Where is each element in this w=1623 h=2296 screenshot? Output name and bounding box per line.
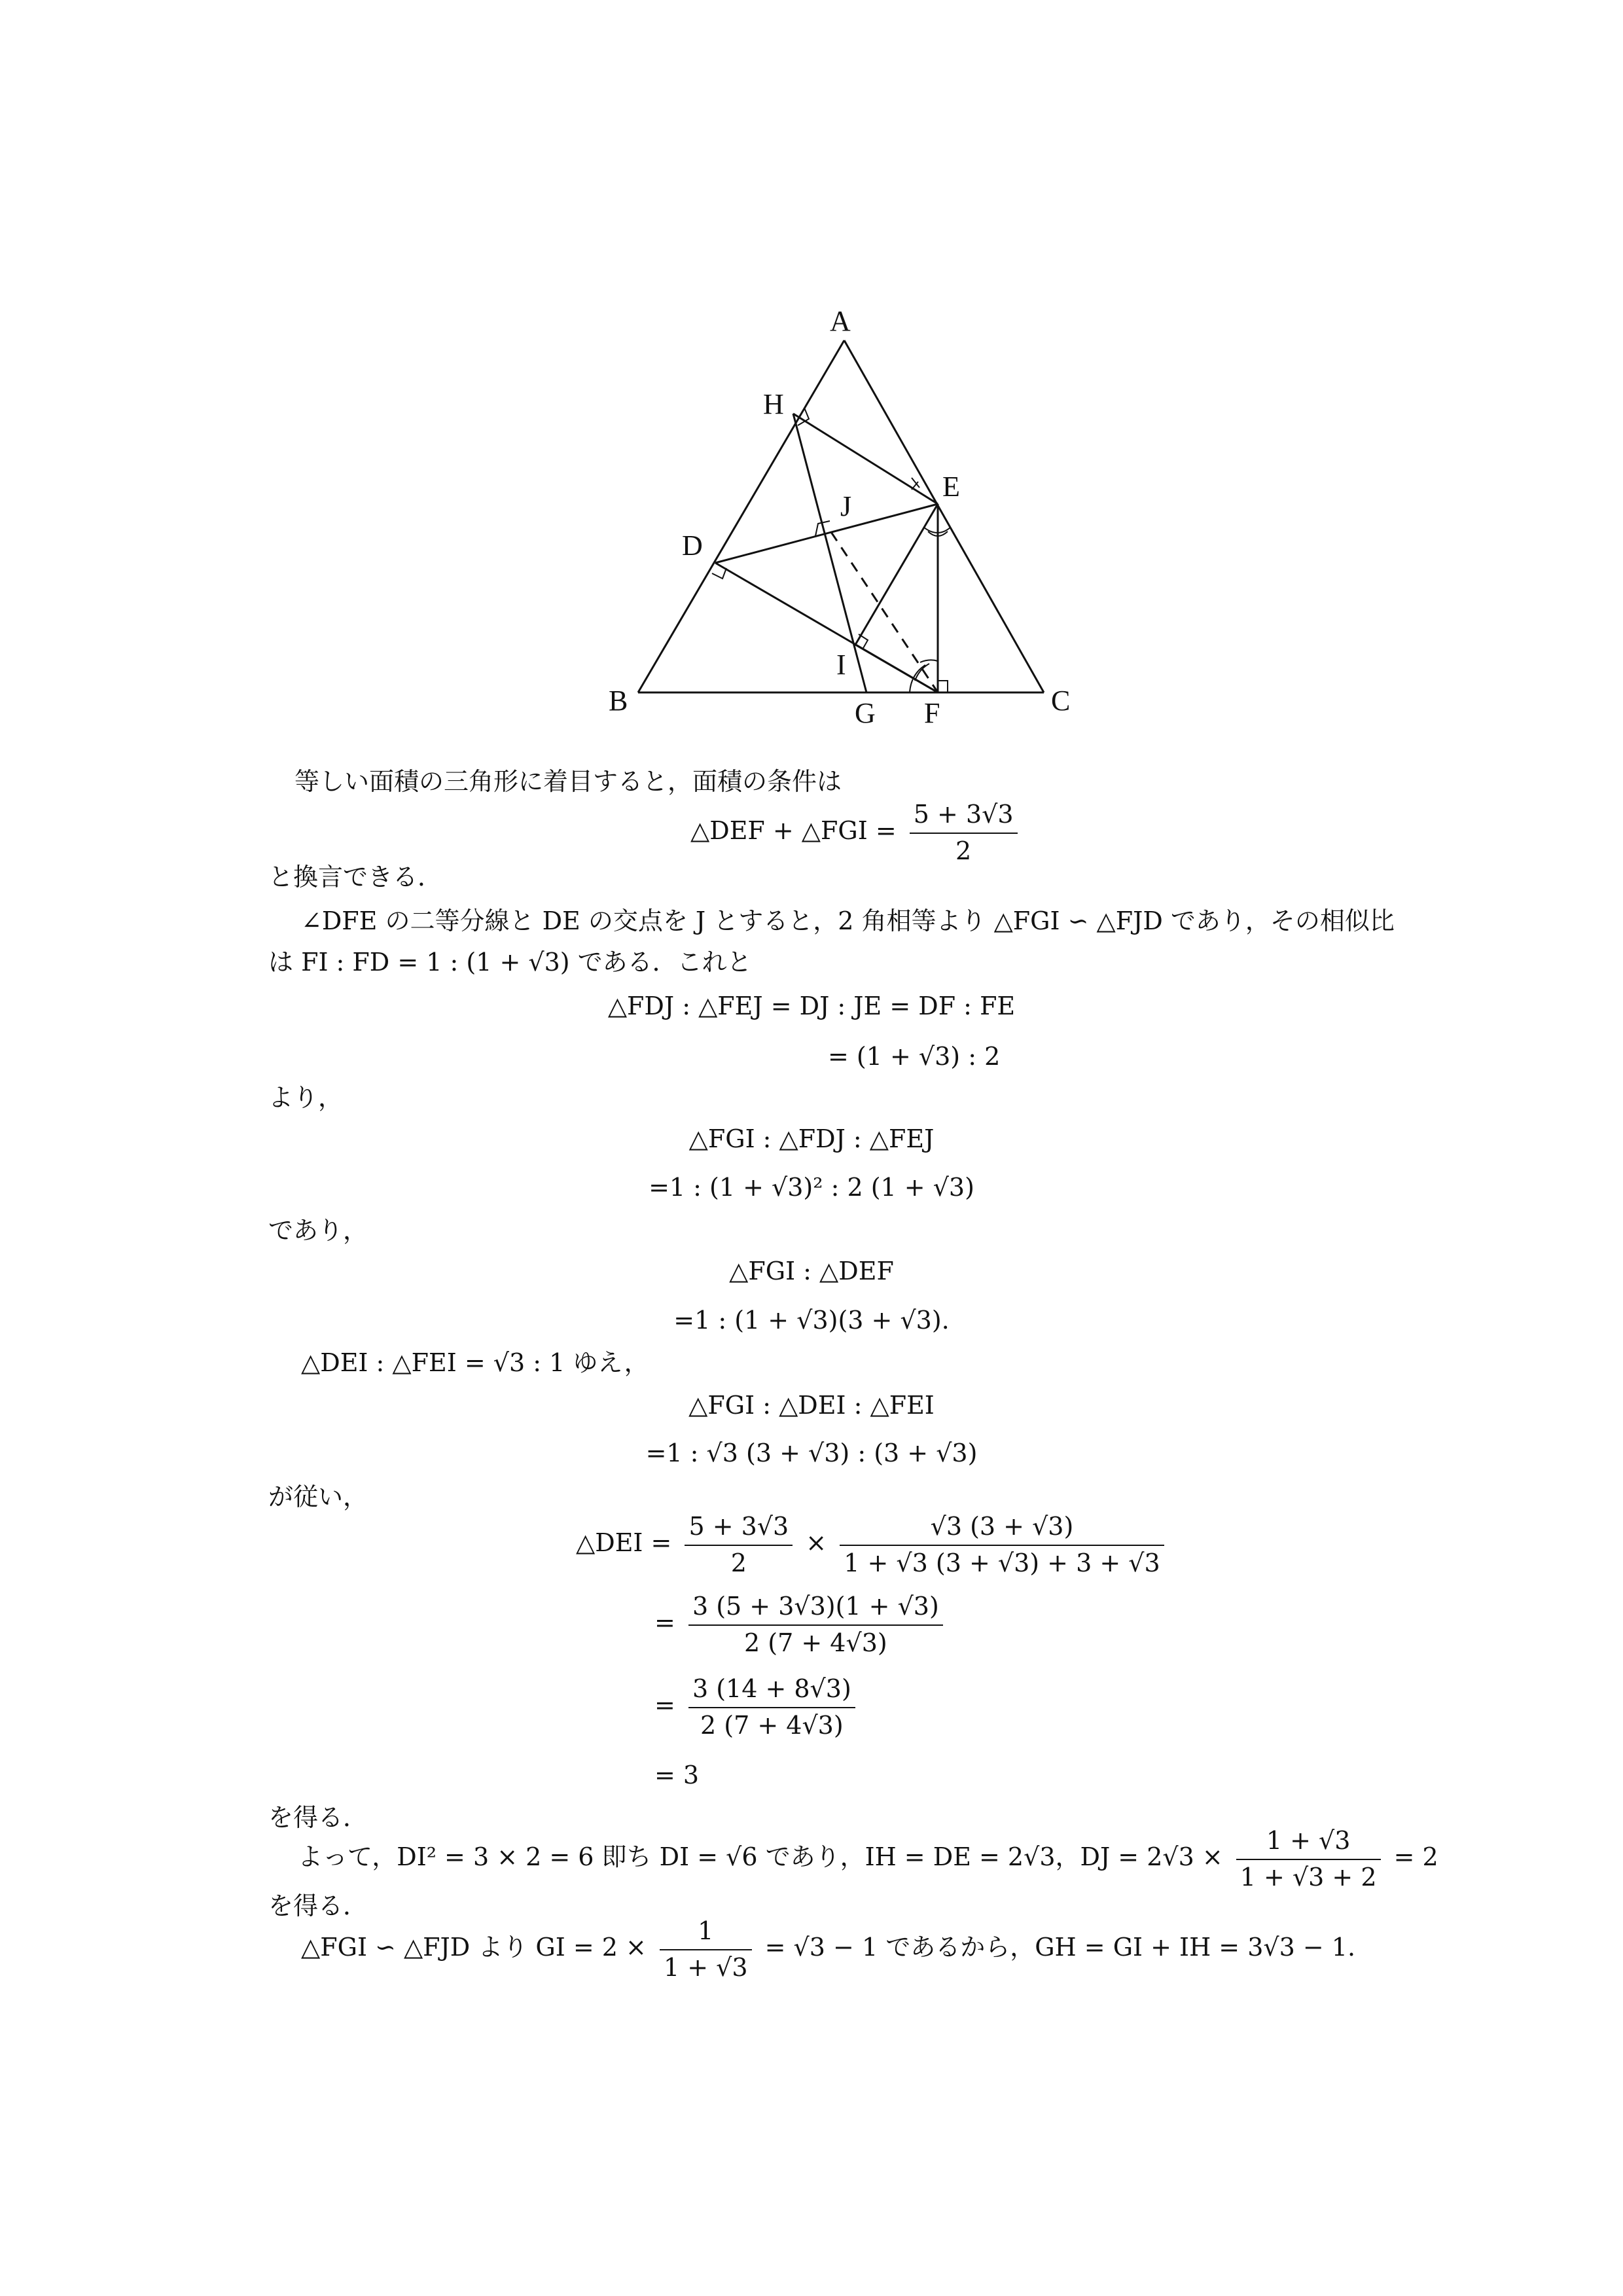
paragraph-9-denominator: 1 + √3 + 2 [1240, 1862, 1377, 1892]
right-angle-mark-d [712, 568, 726, 579]
segment-hg [793, 414, 866, 692]
paragraph-2: と換言できる． [268, 863, 443, 891]
paragraph-11-denominator: 1 + √3 [663, 1952, 748, 1982]
paragraph-3-line-1: ∠DFE の二等分線と DE の交点を J とすると，2 角相等より △FGI ∽ △FJD であり，その相似比 [301, 906, 1395, 935]
equation-2b: = (1 + √3) : 2 [828, 1042, 1001, 1071]
equation-8-equals: = [654, 1691, 675, 1720]
segment-he [793, 414, 938, 504]
paragraph-1: 等しい面積の三角形に着目すると，面積の条件は [294, 767, 842, 796]
equation-6 [576, 1512, 1169, 1578]
equation-2a: △FDJ : △FEJ = DJ : JE = DF : FE [607, 992, 1016, 1020]
paragraph-8: を得る． [268, 1803, 368, 1832]
paragraph-3-line-2: は FI : FD = 1 : (1 + √3) である．これと [268, 948, 752, 977]
paragraph-4: より， [268, 1083, 344, 1112]
vertex-label-d: D [682, 529, 703, 562]
equation-6-times: × [806, 1528, 827, 1558]
triangle-figure [0, 0, 1623, 759]
vertex-label-c: C [1051, 685, 1071, 717]
equation-1-fraction [910, 800, 1018, 866]
equation-5a: △FGI : △DEI : △FEI [688, 1391, 935, 1420]
paragraph-9-pre: よって，DI² = 3 × 2 = 6 即ち DI = √6 であり，IH = DE = 2√3，DJ = 2√3 × [298, 1842, 1223, 1872]
vertex-label-j: J [840, 490, 852, 522]
equation-8-fraction [688, 1674, 855, 1740]
equation-8-numerator: 3 (14 + 8√3) [688, 1674, 855, 1708]
vertex-label-a: A [830, 305, 851, 337]
equation-6-fraction-2-numerator: √3 (3 + √3) [840, 1512, 1164, 1546]
equation-6-fraction-1-numerator: 5 + 3√3 [685, 1512, 793, 1546]
paragraph-6: △DEI : △FEI = √3 : 1 ゆえ， [301, 1348, 649, 1377]
equation-8 [654, 1674, 861, 1740]
equation-3b: =1 : (1 + √3)² : 2 (1 + √3) [649, 1173, 974, 1202]
equation-7 [654, 1592, 948, 1658]
paragraph-11-post: = √3 − 1 であるから，GH = GI + IH = 3√3 − 1. [764, 1933, 1356, 1962]
segment-de [715, 504, 938, 563]
equation-6-lhs: △DEI = [576, 1528, 672, 1558]
angle-arc-f-3 [920, 660, 938, 662]
paragraph-11-fraction [660, 1916, 752, 1982]
equation-7-equals: = [654, 1608, 675, 1638]
equation-6-fraction-2-denominator: 1 + √3 (3 + √3) + 3 + √3 [844, 1548, 1160, 1577]
side-ab [638, 340, 844, 692]
equation-1-numerator: 5 + 3√3 [910, 800, 1018, 834]
paragraph-9-fraction [1236, 1826, 1381, 1892]
paragraph-10: を得る． [268, 1892, 368, 1920]
segment-ei [855, 504, 938, 645]
equation-6-fraction-2 [840, 1512, 1164, 1578]
right-angle-mark-f [938, 681, 948, 692]
paragraph-7: が従い， [268, 1482, 368, 1511]
equation-1-lhs: △DEF + △FGI = [690, 816, 897, 846]
paragraph-11-pre: △FGI ∽ △FJD より GI = 2 × [301, 1933, 647, 1962]
equation-8-denominator: 2 (7 + 4√3) [700, 1710, 844, 1740]
paragraph-11-numerator: 1 [660, 1916, 752, 1950]
paragraph-9-numerator: 1 + √3 [1236, 1826, 1381, 1860]
tick-mark-he [912, 478, 919, 488]
equation-1 [690, 800, 1023, 866]
paragraph-9 [298, 1826, 1438, 1892]
equation-7-fraction [688, 1592, 943, 1658]
equation-5b: =1 : √3 (3 + √3) : (3 + √3) [645, 1439, 978, 1467]
vertex-label-g: G [855, 697, 876, 729]
paragraph-5: であり， [268, 1216, 368, 1245]
vertex-label-h: H [763, 388, 784, 420]
vertex-label-f: F [924, 697, 940, 729]
segment-if [855, 645, 938, 692]
paragraph-9-post: = 2 [1393, 1842, 1438, 1872]
vertex-label-i: I [836, 649, 846, 681]
equation-4b: =1 : (1 + √3)(3 + √3). [673, 1306, 950, 1335]
vertex-label-e: E [942, 471, 960, 503]
equation-9: = 3 [654, 1761, 700, 1789]
equation-7-denominator: 2 (7 + 4√3) [744, 1628, 887, 1657]
equation-3a: △FGI : △FDJ : △FEJ [688, 1124, 935, 1153]
equation-4a: △FGI : △DEF [729, 1257, 894, 1285]
paragraph-11 [301, 1916, 1355, 1982]
vertex-label-b: B [609, 685, 628, 717]
equation-1-denominator: 2 [955, 836, 972, 865]
segment-jf-dashed [831, 532, 938, 692]
equation-7-numerator: 3 (5 + 3√3)(1 + √3) [688, 1592, 943, 1626]
equation-6-fraction-1-denominator: 2 [730, 1548, 747, 1577]
equation-6-fraction-1 [685, 1512, 793, 1578]
side-ac [844, 340, 1044, 692]
